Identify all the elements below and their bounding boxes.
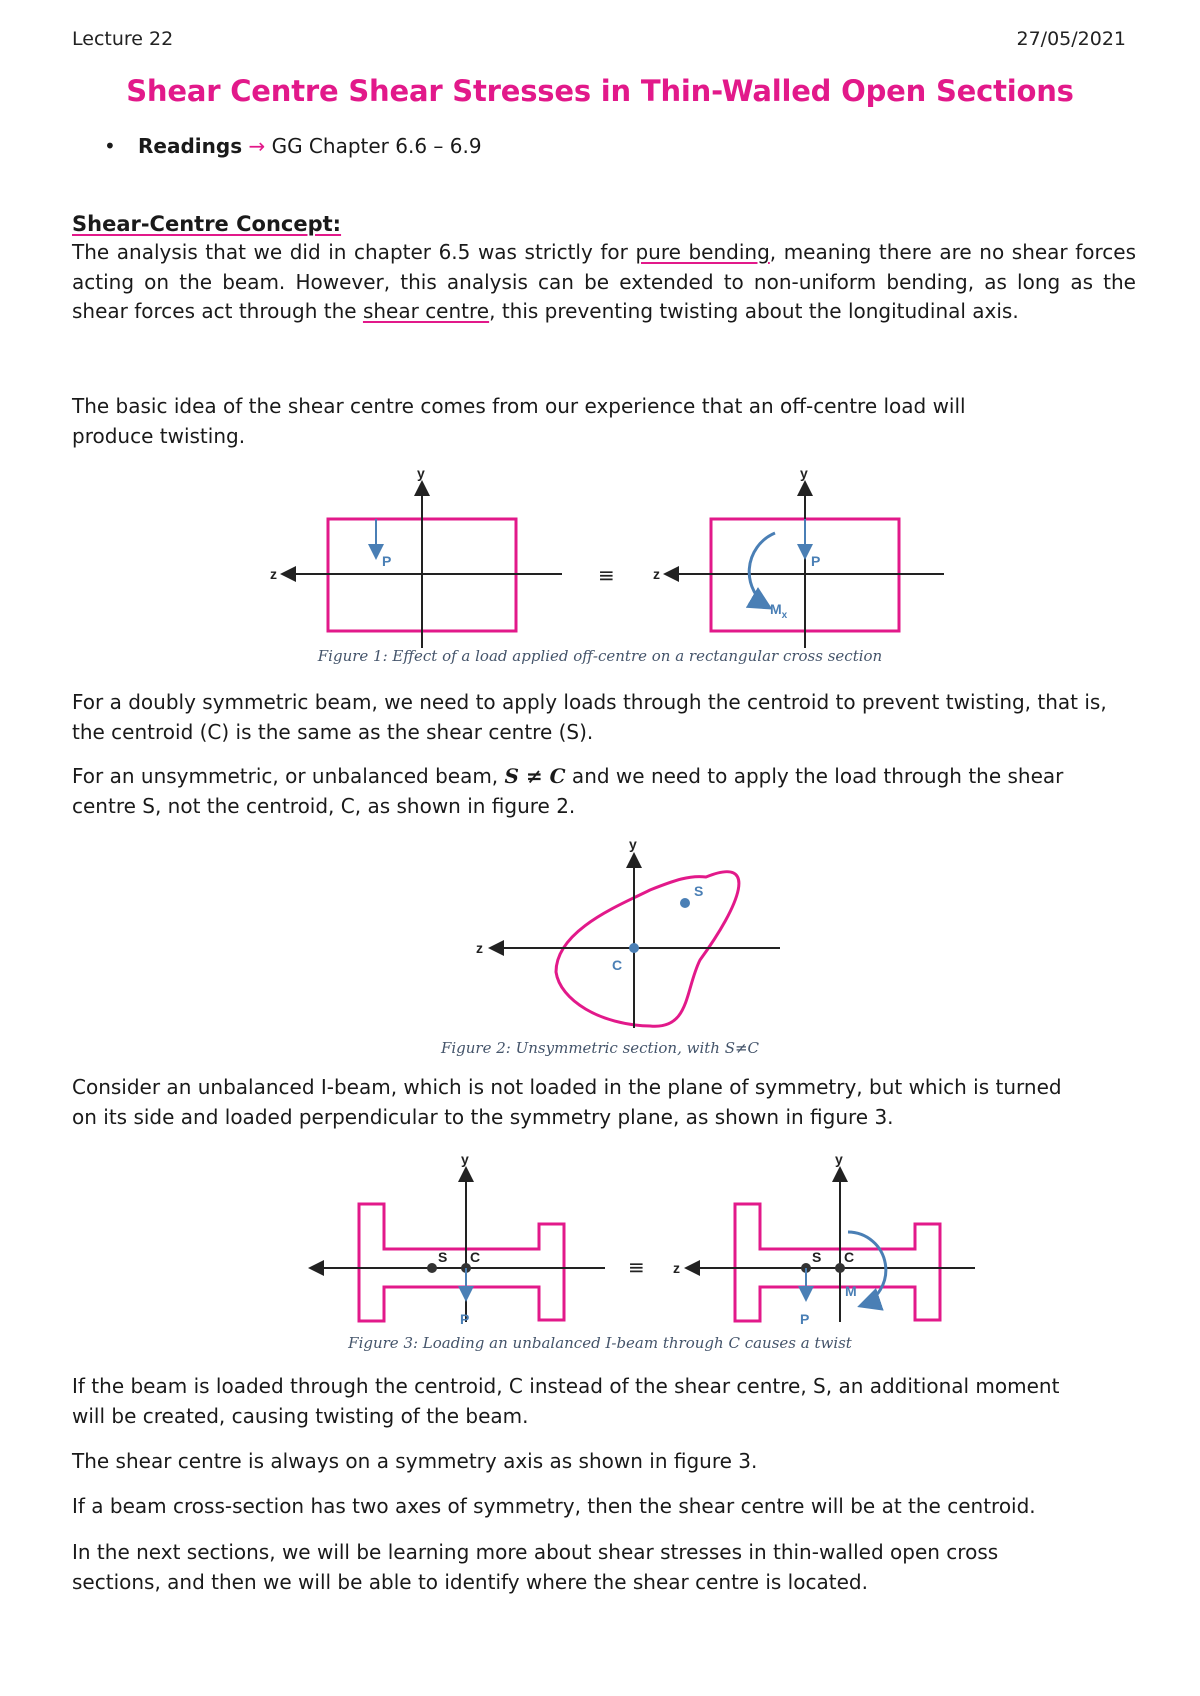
- equivalence-symbol-fig3: ≡: [628, 1255, 645, 1279]
- i-beam-right: [735, 1204, 940, 1321]
- z-label-fig3-right: z: [673, 1260, 680, 1276]
- figure-3-diagram: [0, 1140, 1200, 1340]
- figure-1-caption: Figure 1: Effect of a load applied off-centre on a rectangular cross section: [317, 647, 883, 665]
- z-label-fig2: z: [476, 940, 483, 956]
- equivalence-symbol: ≡: [598, 563, 615, 587]
- s-label-fig3-left: S: [438, 1249, 448, 1265]
- c-label-fig3-left: C: [470, 1249, 481, 1265]
- z-label-right: z: [653, 566, 660, 582]
- p1-text-c: , this preventing twisting about the longitudinal axis.: [489, 299, 1019, 323]
- shear-centre-underlined: shear centre: [362, 299, 490, 323]
- y-label-left: y: [417, 465, 425, 481]
- y-label-fig3-right: y: [835, 1151, 843, 1167]
- shear-centre-left: [427, 1263, 437, 1273]
- figure-1-diagram: [0, 455, 1200, 655]
- paragraph-9: In the next sections, we will be learning more about shear stresses in thin-walled open cross sections, and then we will be able to identify where the shear centre is located.: [72, 1540, 999, 1594]
- p4-math: S ≠ C: [504, 764, 566, 788]
- p-label-left: P: [382, 553, 392, 569]
- figure-2-caption: Figure 2: Unsymmetric section, with S≠C: [440, 1039, 760, 1057]
- p4-text-a: For an unsymmetric, or unbalanced beam,: [72, 764, 505, 788]
- y-label-fig3-left: y: [461, 1151, 469, 1167]
- paragraph-2: The basic idea of the shear centre comes from our experience that an off-centre load will produce twisting.: [72, 394, 966, 448]
- header-lecture: Lecture 22: [72, 28, 174, 50]
- readings-bullet: [104, 134, 482, 158]
- figure-3-caption: Figure 3: Loading an unbalanced I-beam through C causes a twist: [348, 1334, 852, 1352]
- p1-text-b: , meaning there are no shear forces acting on the beam. However, this analysis can be extended to non-uniform bending, as long as the shear forces act through the: [72, 240, 1136, 323]
- z-label-left: z: [270, 566, 277, 582]
- pure-bending-underlined: pure bending: [635, 240, 770, 264]
- paragraph-4: [72, 762, 1082, 821]
- paragraph-1: [72, 238, 1136, 327]
- bullet-dot: •: [104, 134, 116, 158]
- i-beam-left: [359, 1204, 564, 1321]
- p4-text-b: and we need to apply the load through the shear centre S, not the centroid, C, as shown in figure 2.: [72, 764, 1064, 818]
- paragraph-7: The shear centre is always on a symmetry axis as shown in figure 3.: [72, 1449, 758, 1473]
- y-label-right: y: [800, 465, 808, 481]
- shear-centre-point: [680, 898, 690, 908]
- c-label-fig2: C: [612, 957, 623, 973]
- y-label-fig2: y: [629, 836, 637, 852]
- mx-label: $M_x$: [770, 601, 788, 621]
- section-heading: Shear-Centre Concept:: [72, 212, 342, 236]
- readings-label: Readings: [138, 134, 243, 158]
- p-label-right: P: [811, 553, 821, 569]
- paragraph-3: For a doubly symmetric beam, we need to apply loads through the centroid to prevent twisting, that is, the centroid (C) is the same as the shear centre (S).: [72, 690, 1107, 744]
- m-label-fig3: M: [845, 1283, 857, 1299]
- centroid-point: [629, 943, 639, 953]
- p-label-fig3-right: P: [800, 1311, 810, 1327]
- readings-text: GG Chapter 6.6 – 6.9: [265, 134, 482, 158]
- paragraph-6: If the beam is loaded through the centroid, C instead of the shear centre, S, an additional moment will be created, causing twisting of the beam.: [72, 1374, 1060, 1428]
- readings-arrow: →: [248, 134, 266, 158]
- s-label-fig2: S: [694, 883, 704, 899]
- figure-2-diagram: [0, 830, 1200, 1030]
- header-date: 27/05/2021: [1016, 28, 1126, 50]
- p1-text-a: The analysis that we did in chapter 6.5 was strictly for: [72, 240, 636, 264]
- p-label-fig3-left: P: [460, 1311, 470, 1327]
- page-title: Shear Centre Shear Stresses in Thin-Walled Open Sections: [126, 74, 1074, 108]
- paragraph-5: Consider an unbalanced I-beam, which is not loaded in the plane of symmetry, but which is turned on its side and loaded perpendicular to the symmetry plane, as shown in figure 3.: [72, 1075, 1062, 1129]
- c-label-fig3-right: C: [844, 1249, 855, 1265]
- moment-arrow: [749, 533, 775, 608]
- s-label-fig3-right: S: [812, 1249, 822, 1265]
- paragraph-8: If a beam cross-section has two axes of symmetry, then the shear centre will be at the centroid.: [72, 1494, 1036, 1518]
